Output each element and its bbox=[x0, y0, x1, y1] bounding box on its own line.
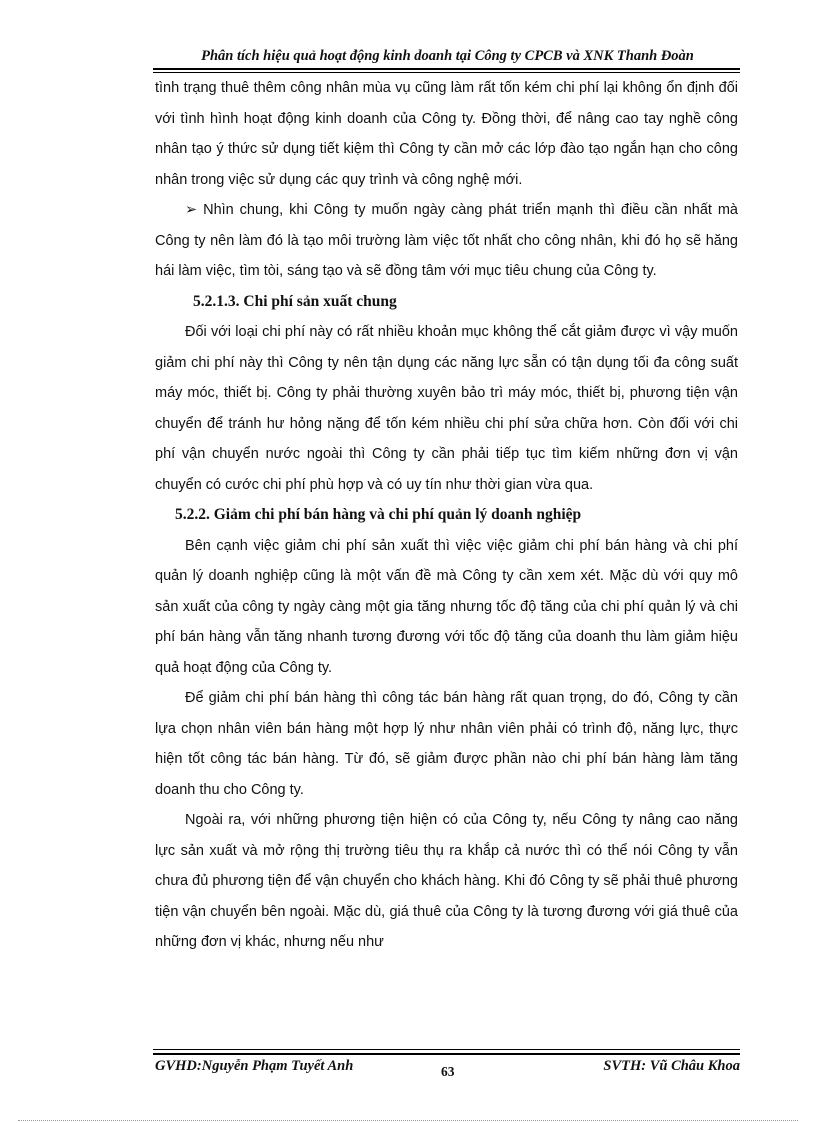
header-rule-thick bbox=[153, 68, 740, 70]
paragraph-4: Bên cạnh việc giảm chi phí sản xuất thì việc việc giảm chi phí bán hàng và chi phí quản lý doanh nghiệp cũng là một vấn đề mà Công ty cần xem xét. Mặc dù với quy mô sản xuất của công ty ngày càng một gia tăng nhưng tốc độ tăng của chi phí quản lý và chi phí bán hàng vẫn tăng nhanh tương đương với tốc độ tăng của doanh thu làm giảm hiệu quả hoạt động của Công ty. bbox=[155, 537, 738, 676]
page-number: 63 bbox=[441, 1064, 455, 1079]
paragraph-5: Để giảm chi phí bán hàng thì công tác bán hàng rất quan trọng, do đó, Công ty cần lựa chọn nhân viên bán hàng một hợp lý như nhân viên phải có trình độ, năng lực, thực hiện tốt công tác bán hàng. Từ đó, sẽ giảm được phần nào chi phí bán hàng làm tăng doanh thu cho Công ty. bbox=[155, 690, 738, 798]
footer-student: SVTH: Vũ Châu Khoa bbox=[603, 1058, 740, 1074]
paragraph-2-bullet bbox=[155, 195, 738, 287]
footer-rule-thick bbox=[153, 1053, 740, 1055]
arrow-bullet-icon: ➢ bbox=[185, 202, 198, 218]
section-heading-5-2-1-3: 5.2.1.3. Chi phí sản xuất chung bbox=[193, 292, 397, 310]
footer-advisor: GVHD:Nguyễn Phạm Tuyết Anh bbox=[155, 1058, 354, 1074]
section-heading-5-2-2: 5.2.2. Giảm chi phí bán hàng và chi phí quản lý doanh nghiệp bbox=[175, 506, 582, 523]
paragraph-6: Ngoài ra, với những phương tiện hiện có của Công ty, nếu Công ty nâng cao năng lực sản xuất và mở rộng thị trường tiêu thụ ra khắp cả nước thì có thể nói Công ty vẫn chưa đủ phương tiện để vận chuyển cho khách hàng. Khi đó Công ty sẽ phải thuê phương tiện vận chuyển bên ngoài. Mặc dù, giá thuê của Công ty là tương đương với giá thuê của những đơn vị khác, nhưng nếu như bbox=[155, 812, 738, 950]
paragraph-2-text: Nhìn chung, khi Công ty muốn ngày càng phát triển mạnh thì điều cần nhất mà Công ty nên làm đó là tạo môi trường làm việc tốt nhất cho công nhân, khi đó họ sẽ hăng hái làm việc, tìm tòi, sáng tạo và sẽ đồng tâm với mục tiêu chung của Công ty. bbox=[155, 202, 738, 279]
footer-rule-thin bbox=[153, 1049, 740, 1050]
paragraph-1: tình trạng thuê thêm công nhân mùa vụ cũng làm rất tốn kém chi phí lại không ổn định đối với tình hình hoạt động kinh doanh của Công ty. Đồng thời, để nâng cao tay nghề công nhân tạo ý thức sử dụng tiết kiệm thì Công ty cần mở các lớp đào tạo ngắn hạn cho công nhân trong việc sử dụng các quy trình và công nghệ mới. bbox=[155, 80, 738, 188]
running-header: Phân tích hiệu quả hoạt động kinh doanh tại Công ty CPCB và XNK Thanh Đoàn bbox=[201, 48, 694, 64]
page-boundary-dotted-line bbox=[18, 1120, 798, 1121]
paragraph-3: Đối với loại chi phí này có rất nhiều khoản mục không thể cắt giảm được vì vậy muốn giảm chi phí này thì Công ty nên tận dụng các năng lực sẵn có tận dụng tối đa công suất máy móc, thiết bị. Công ty phải thường xuyên bảo trì máy móc, thiết bị, phương tiện vận chuyển để tránh hư hỏng nặng để tốn kém nhiều chi phí sửa chữa hơn. Còn đối với chi phí vận chuyển nước ngoài thì Công ty cần phải tiếp tục tìm kiếm những đơn vị vận chuyển có cước chi phí phù hợp và có uy tín như thời gian vừa qua. bbox=[155, 324, 738, 493]
document-body bbox=[155, 73, 738, 958]
